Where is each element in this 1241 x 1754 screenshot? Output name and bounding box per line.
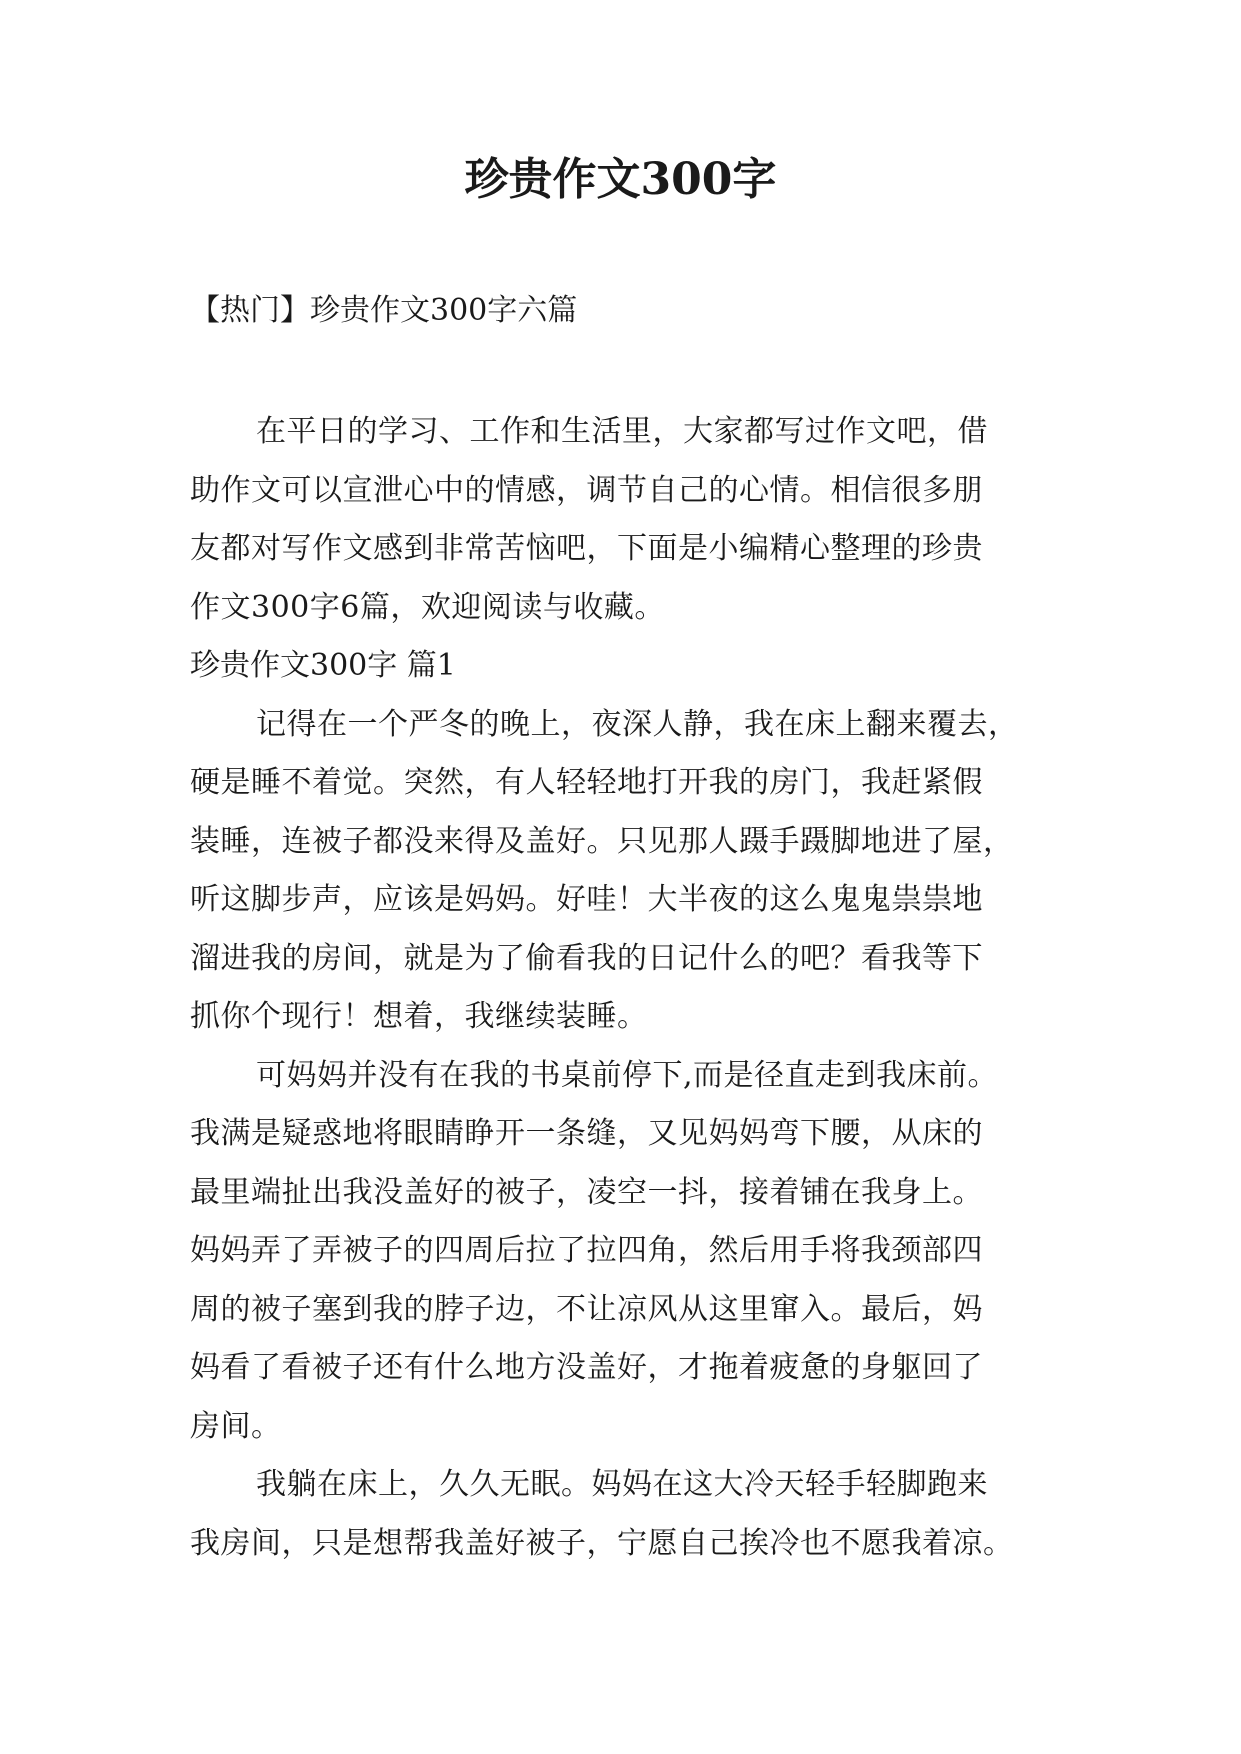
text-line: 我躺在床上，久久无眠。妈妈在这大冷天轻手轻脚跑来 bbox=[256, 1467, 988, 1502]
text-line: 助作文可以宣泄心中的情感，调节自己的心情。相信很多朋 bbox=[190, 472, 983, 508]
text-line: 装睡，连被子都没来得及盖好。只见那人蹑手蹑脚地进了屋， bbox=[190, 823, 1014, 859]
text-line: 听这脚步声，应该是妈妈。好哇！大半夜的这么鬼鬼祟祟地 bbox=[190, 882, 983, 917]
section-heading: 珍贵作文300字 篇1 bbox=[190, 648, 456, 683]
text-line: 我房间，只是想帮我盖好被子，宁愿自己挨冷也不愿我着凉。 bbox=[190, 1525, 1014, 1561]
text-line: 妈妈弄了弄被子的四周后拉了拉四角，然后用手将我颈部四 bbox=[190, 1233, 983, 1268]
text-line: 抓你个现行！想着，我继续装睡。 bbox=[190, 999, 648, 1034]
text-line: 记得在一个严冬的晚上，夜深人静，我在床上翻来覆去， bbox=[256, 706, 1019, 742]
text-line: 友都对写作文感到非常苦恼吧，下面是小编精心整理的珍贵 bbox=[190, 531, 983, 566]
text-line: 可妈妈并没有在我的书桌前停下,而是径直走到我床前。 bbox=[256, 1057, 999, 1093]
document-title: 珍贵作文300字 bbox=[464, 154, 777, 205]
text-line: 作文300字6篇，欢迎阅读与收藏。 bbox=[190, 589, 665, 625]
text-line: 硬是睡不着觉。突然，有人轻轻地打开我的房门，我赶紧假 bbox=[190, 765, 983, 800]
text-line: 房间。 bbox=[190, 1408, 282, 1444]
document-subtitle: 【热门】珍贵作文300字六篇 bbox=[190, 293, 578, 328]
text-line: 在平日的学习、工作和生活里，大家都写过作文吧，借 bbox=[256, 414, 988, 449]
document-body bbox=[190, 403, 1070, 1573]
text-line: 溜进我的房间，就是为了偷看我的日记什么的吧？看我等下 bbox=[190, 940, 983, 976]
text-line: 我满是疑惑地将眼睛睁开一条缝，又见妈妈弯下腰，从床的 bbox=[190, 1116, 983, 1151]
text-line: 周的被子塞到我的脖子边，不让凉风从这里窜入。最后，妈 bbox=[190, 1291, 983, 1327]
text-line: 妈看了看被子还有什么地方没盖好，才拖着疲惫的身躯回了 bbox=[190, 1350, 983, 1385]
text-line: 最里端扯出我没盖好的被子，凌空一抖，接着铺在我身上。 bbox=[190, 1174, 983, 1210]
